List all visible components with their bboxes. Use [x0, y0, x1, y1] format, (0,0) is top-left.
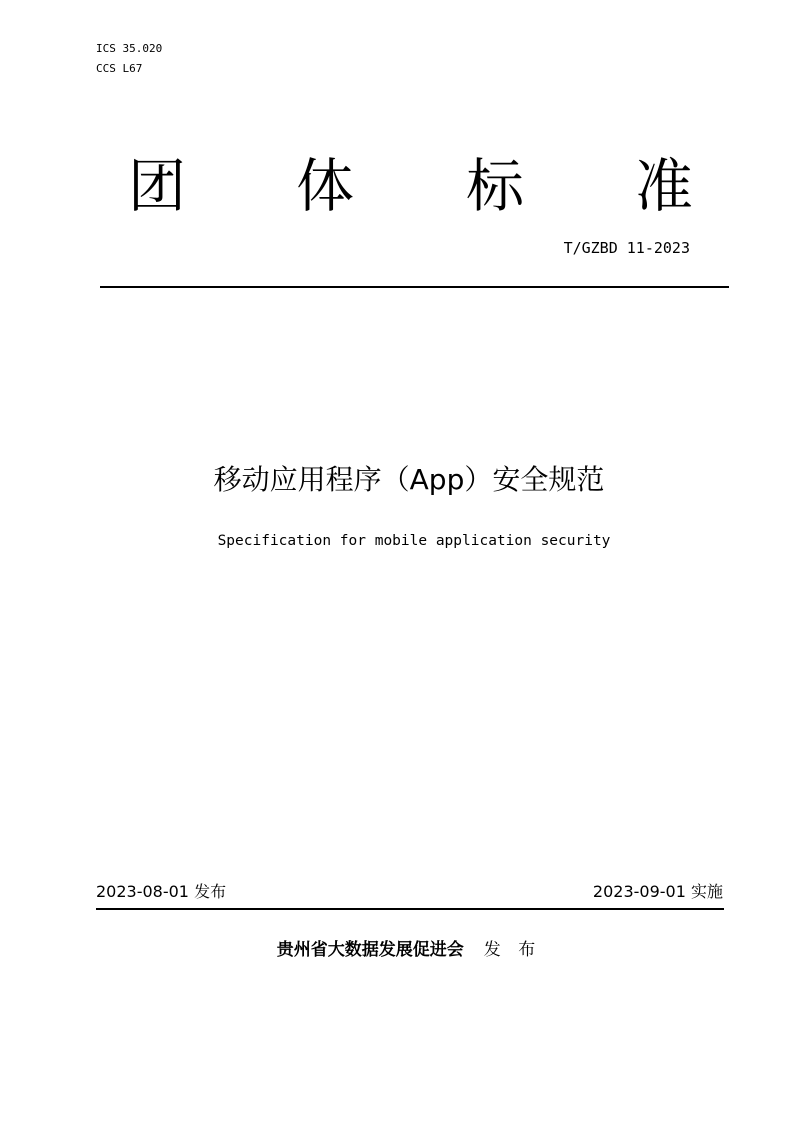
issuer-line: [0, 937, 800, 963]
standard-number: T/GZBD 11-2023: [563, 239, 690, 257]
issuer-verb: 发 布: [483, 940, 542, 960]
issue-date: 2023-08-01 发布: [96, 882, 227, 901]
standard-type-char: 准: [635, 152, 694, 220]
ccs-code: CCS L67: [96, 62, 143, 75]
bottom-divider: [96, 908, 724, 910]
standard-type-char: 标: [466, 152, 525, 220]
english-title: Specification for mobile application security: [217, 533, 611, 549]
chinese-title: 移动应用程序（App）安全规范: [213, 463, 605, 496]
standard-type-char: 团: [128, 152, 187, 220]
implementation-date: 2023-09-01 实施: [592, 882, 723, 901]
standard-type-char: 体: [296, 152, 355, 220]
issuer-name: 贵州省大数据发展促进会: [276, 940, 464, 960]
top-divider: [100, 286, 729, 288]
ics-code: ICS 35.020: [96, 42, 163, 55]
